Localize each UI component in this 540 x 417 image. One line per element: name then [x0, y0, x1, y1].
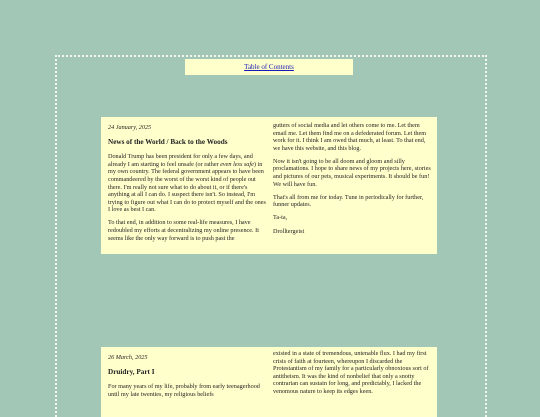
- post-column-right: [273, 350, 431, 401]
- post-paragraph: Now it isn't going to be all doom and gloom and silly proclamations. I hope to share news of my projects here, stories and pictures of our pets, musical experiments. It should be fun! We will have fun.: [273, 157, 431, 188]
- post-text: ) in my own country. The federal government appears to have been commandeered by the worst of the worst kind of people out there. I'm really not sure what to do about it, or if there's anything at all I can do. I suspect there isn't. So instead, I'm trying to figure out what I can do to protect myself and the ones I love as best I can.: [108, 160, 266, 214]
- post-paragraph: existed in a state of tremendous, untenable flux. I had my first crisis of faith at fourteen, whereupon I discarded the Protestantism of my family for a particularly obnoxious sort of antitheism. It was the kind of nonbelief that only a snotty contrarian can sustain for long, and predictably, I lacked the venomous nature to keep its edges keen.: [273, 350, 429, 395]
- post-column-right: [273, 122, 431, 241]
- post-column-left: [108, 124, 266, 248]
- blog-post: [101, 347, 437, 417]
- post-signature: Drolltergeist: [273, 227, 305, 235]
- post-date: 26 March, 2025: [108, 354, 148, 361]
- post-title: News of the World / Back to the Woods: [108, 137, 228, 146]
- post-date: 24 January, 2025: [108, 124, 152, 131]
- post-paragraph: [108, 153, 266, 214]
- post-paragraph: gutters of social media and let others come to me. Let them email me. Let them find me on a defederated forum. Let them work for it. I think I am owed that much, at least. To that end, we have this website, and this blog.: [273, 122, 427, 152]
- post-paragraph: Ta-ta,: [273, 214, 288, 222]
- post-paragraph: That's all from me for today. Tune in periodically for further, funner updates.: [273, 193, 424, 209]
- toc-box: [185, 59, 353, 75]
- post-paragraph: For many years of my life, probably from early teenagerhood until my late twenties, my religious beliefs: [108, 383, 260, 398]
- table-of-contents-link[interactable]: Table of Contents: [244, 63, 294, 71]
- post-paragraph: To that end, in addition to some real-life measures, I have redoubled my efforts at decentralizing my online presence. It seems like the only way forward is to push past the: [108, 219, 259, 242]
- post-text: Donald Trump has been president for only a few days, and already I am starting to feel unsafe (or rather: [108, 153, 253, 168]
- post-emphasis: even less safe: [220, 160, 254, 168]
- post-title: Druidry, Part I: [108, 367, 155, 376]
- blog-post: [101, 117, 437, 254]
- post-column-left: [108, 354, 266, 404]
